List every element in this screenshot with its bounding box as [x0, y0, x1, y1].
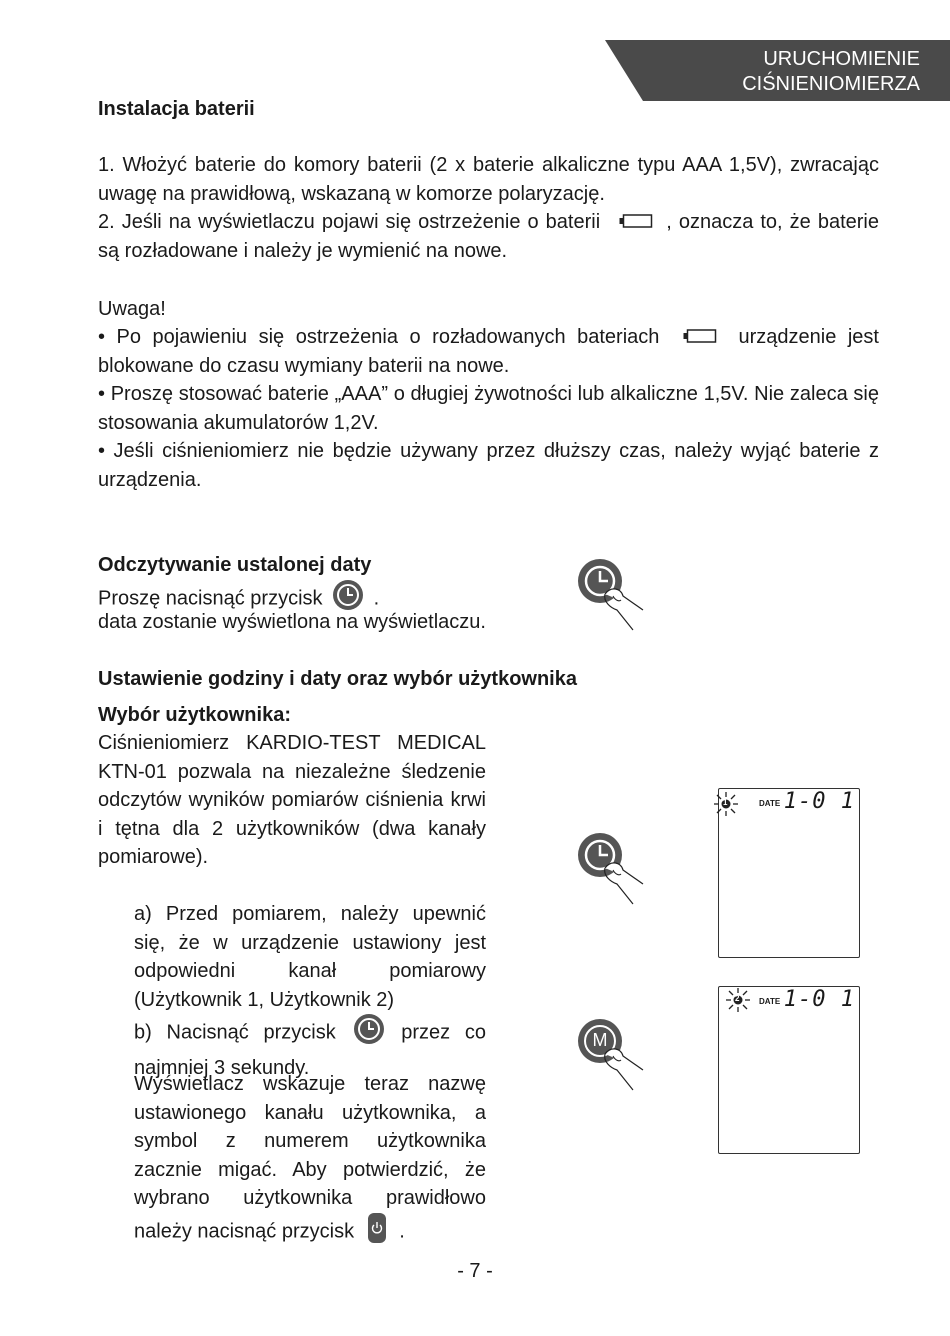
note-bullet1 [98, 323, 879, 380]
m-button-press-icon [577, 1018, 647, 1099]
date-reading-text-b: . [373, 587, 380, 610]
section-header-line2: CIŚNIENIOMIERZA [742, 73, 920, 95]
user2-blink-icon [725, 987, 751, 1018]
battery-low-icon [683, 323, 717, 352]
note-bullet2: • Proszę stosować baterie „AAA” o długiej żywotności lub alkaliczne 1,5V. Nie zaleca się stosowania akumulatorów 1,2V. [98, 383, 879, 434]
date-reading-heading: Odczytywanie ustalonej daty [98, 554, 372, 576]
battery-step2-text-b: , oznacza to, że baterie są rozładowane i należy je wymienić na nowe. [98, 211, 879, 262]
clock-button-press-icon [577, 832, 647, 913]
battery-low-icon [619, 208, 653, 237]
clock-button-press-icon [577, 558, 647, 639]
user1-number: 1 [723, 798, 728, 807]
note-bullet3: • Jeśli ciśnieniomierz nie będzie używany przez dłuższy czas, należy wyjąć baterie z urządzenia. [98, 440, 879, 491]
battery-step1: 1. Włożyć baterie do komory baterii (2 x baterie alkaliczne typu AAA 1,5V), zwracając uwagę na prawidłową, wskazaną w komorze polaryzację. [98, 154, 879, 205]
user-select-step-b-text-a: b) Nacisnąć przycisk [134, 1021, 336, 1044]
lcd-display-user2 [718, 986, 860, 1154]
lcd1-date-value: 1-0 1 [783, 789, 855, 814]
date-reading-line2: data zostanie wyświetlona na wyświetlaczu. [98, 611, 486, 633]
battery-step2-text-a: 2. Jeśli na wyświetlaczu pojawi się ostrzeżenie o baterii [98, 211, 601, 233]
clock-button-icon [353, 1013, 385, 1054]
section-header-line1: URUCHOMIENIE [763, 48, 920, 70]
user-select-step-a: a) Przed pomiarem, należy upewnić się, że w urządzenie ustawiony jest odpowiedni kanał pomiarowy (Użytkownik 1, Użytkownik 2) [134, 903, 486, 1011]
user-select-intro: Ciśnieniomierz KARDIO-TEST MEDICAL KTN-01 pozwala na niezależne śledzenie odczytów wyników pomiarów ciśnienia krwi i tętna dla 2 użytkowników (dwa kanały pomiarowe). [98, 732, 486, 868]
user-select-step-c-text-a: Wyświetlacz wskazuje teraz nazwę ustawionego kanału użytkownika, a symbol z numerem użytkownika zacznie migać. Aby potwierdzić, że wybrano użytkownika prawidłowo należy nacisnąć przycisk [134, 1073, 486, 1243]
note-title: Uwaga! [98, 298, 166, 320]
lcd2-date-label: DATE [759, 997, 781, 1006]
user2-number: 2 [735, 994, 740, 1003]
lcd2-date-value: 1-0 1 [783, 987, 855, 1012]
user-select-step-c [134, 1070, 486, 1251]
user1-blink-icon [713, 791, 739, 822]
battery-step2 [98, 208, 879, 265]
user-select-step-b-text-b: przez co najmniej 3 sekundy. [134, 1021, 487, 1079]
m-button-label: M [592, 1030, 608, 1050]
note-bullet1-text-b: urządzenie jest blokowane do czasu wymiany baterii na nowe. [98, 326, 879, 377]
section-header-title [742, 47, 920, 97]
user-select-subheading: Wybór użytkownika: [98, 704, 291, 726]
power-button-icon [368, 1213, 386, 1252]
settings-heading: Ustawienie godziny i daty oraz wybór użytkownika [98, 668, 577, 690]
lcd-display-user1 [718, 788, 860, 958]
date-reading-text-a: Proszę nacisnąć przycisk [98, 587, 323, 610]
battery-heading: Instalacja baterii [98, 98, 255, 120]
page-number: - 7 - [457, 1260, 493, 1282]
user-select-step-c-text-b: . [399, 1220, 405, 1243]
lcd1-date-label: DATE [759, 799, 781, 808]
note-bullet1-text-a: • Po pojawieniu się ostrzeżenia o rozładowanych bateriach [98, 326, 660, 348]
